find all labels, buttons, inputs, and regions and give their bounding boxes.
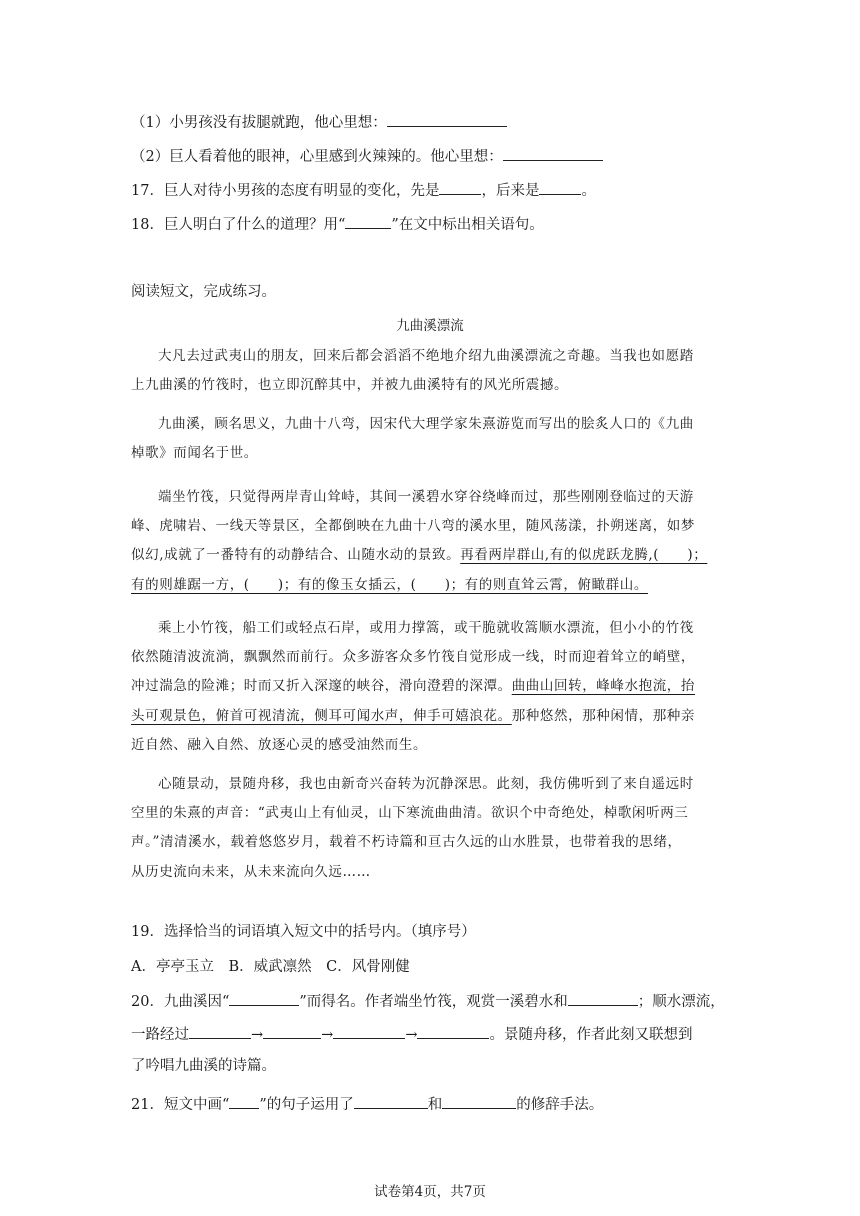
paragraph-3 bbox=[131, 483, 735, 600]
paragraph-line bbox=[131, 541, 735, 570]
answer-blank[interactable] bbox=[263, 1024, 321, 1039]
question-text: 21．短文中画“ bbox=[131, 1097, 230, 1113]
paragraph-line: 棹歌》而闻名于世。 bbox=[131, 445, 258, 462]
question-text: 。景随舟移，作者此刻又联想到 bbox=[489, 1027, 693, 1043]
paragraph-line: 空里的朱熹的声音：“武夷山上有仙灵，山下寒流曲曲清。欲识个中奇绝处，棹歌闲听两三 bbox=[131, 805, 689, 822]
question-20-line-1 bbox=[131, 991, 743, 1012]
question-text: 18．巨人明白了什么的道理？用“ bbox=[131, 217, 346, 233]
paragraph-line: 近自然、融入自然、放逐心灵的感受油然而生。 bbox=[131, 736, 428, 753]
question-text: 20．九曲溪因“ bbox=[131, 994, 230, 1010]
text-segment: 那种悠然，那种闲情，那种亲 bbox=[511, 707, 696, 724]
answer-blank[interactable] bbox=[229, 991, 299, 1006]
question-text: ”而得名。作者端坐竹筏，观赏一溪碧水和 bbox=[299, 994, 568, 1010]
paragraph-5 bbox=[131, 770, 735, 887]
paragraph-line: 乘上小竹筏，船工们或轻点石岸，或用力撑篙，或干脆就收篙顺水漂流，但小小的竹筏 bbox=[158, 620, 694, 636]
paragraph-line bbox=[131, 702, 735, 731]
article-title: 九曲溪漂流 bbox=[396, 318, 464, 334]
question-text: 的修辞手法。 bbox=[516, 1097, 604, 1113]
question-20-line-3: 了吟唱九曲溪的诗篇。 bbox=[131, 1058, 276, 1074]
answer-blank[interactable] bbox=[539, 180, 581, 195]
underlined-sentence: 再看两岸群山,有的似虎跃龙腾,( )； bbox=[460, 547, 708, 564]
paragraph-line: 九曲溪，顾名思义，九曲十八弯，因宋代大理学家朱熹游览而写出的脍炙人口的《九曲 bbox=[158, 416, 694, 432]
paragraph-line: 端坐竹筏，只觉得两岸青山耸峙，其间一溪碧水穿谷绕峰而过，那些刚刚登临过的天游 bbox=[158, 489, 694, 505]
paragraph-line: 峰、虎啸岩、一线天等景区，全都倒映在九曲十八弯的溪水里，随风荡漾，扑朔迷离，如梦 bbox=[131, 518, 695, 535]
question-17 bbox=[131, 180, 743, 201]
paragraph-line bbox=[131, 672, 735, 701]
underlined-sentence: 头可观景色，俯首可视清流，侧耳可闻水声，伸手可嬉浪花。 bbox=[131, 707, 512, 724]
underlined-sentence: 曲曲山回转，峰峰水抱流，抬 bbox=[511, 678, 696, 695]
answer-blank[interactable] bbox=[442, 1094, 516, 1109]
text-segment: 似幻,成就了一番特有的动静结合、山随水动的景致。 bbox=[131, 547, 461, 564]
question-18 bbox=[131, 214, 743, 235]
underlined-sentence: 有的则雄踞一方，( )；有的像玉女插云，( )；有的则直耸云霄，俯瞰群山。 bbox=[131, 576, 648, 593]
question-text: ；顺水漂流， bbox=[637, 994, 725, 1010]
answer-blank[interactable] bbox=[333, 1024, 405, 1039]
answer-blank[interactable] bbox=[417, 1024, 489, 1039]
arrow: → bbox=[405, 1027, 418, 1043]
paragraph-line: 心随景动，景随舟移，我也由新奇兴奋转为沉静深思。此刻，我仿佛听到了来自遥远时 bbox=[158, 776, 694, 792]
question-text: ，后来是 bbox=[481, 183, 540, 199]
question-text: ”的句子运用了 bbox=[259, 1097, 354, 1113]
text-segment: 冲过湍急的险滩；时而又折入深邃的峡谷，滑向澄碧的深潭。 bbox=[131, 678, 512, 695]
answer-blank[interactable] bbox=[387, 112, 507, 127]
question-text: 17．巨人对待小男孩的态度有明显的变化，先是 bbox=[131, 183, 440, 199]
paragraph-line: 大凡去过武夷山的朋友，回来后都会滔滔不绝地介绍九曲溪漂流之奇趣。当我也如愿踏 bbox=[158, 348, 694, 364]
question-16-1 bbox=[131, 112, 743, 133]
answer-blank bbox=[229, 1094, 259, 1109]
answer-blank bbox=[345, 214, 391, 229]
question-text: 和 bbox=[427, 1097, 443, 1113]
paragraph-2 bbox=[131, 410, 735, 468]
paragraph-line: 依然随清波流淌，飘飘然而前行。众多游客众多竹筏自觉形成一线，时而迎着耸立的峭壁， bbox=[131, 649, 695, 666]
question-21 bbox=[131, 1094, 743, 1115]
question-20-line-2 bbox=[131, 1024, 743, 1045]
answer-blank[interactable] bbox=[503, 146, 603, 161]
paragraph-line: 上九曲溪的竹筏时，也立即沉醉其中，并被九曲溪特有的风光所震撼。 bbox=[131, 377, 569, 394]
answer-blank[interactable] bbox=[568, 991, 638, 1006]
question-text: （2）巨人看着他的眼神，心里感到火辣辣的。他心里想： bbox=[131, 149, 503, 165]
answer-blank[interactable] bbox=[354, 1094, 428, 1109]
paragraph-1 bbox=[131, 342, 735, 400]
question-text: ”在文中标出相关语句。 bbox=[391, 217, 544, 233]
answer-blank[interactable] bbox=[439, 180, 481, 195]
question-16-2 bbox=[131, 146, 743, 167]
paragraph-4 bbox=[131, 614, 735, 760]
question-19: 19．选择恰当的词语填入短文中的括号内。（填序号） bbox=[131, 924, 476, 940]
section-intro: 阅读短文，完成练习。 bbox=[131, 284, 276, 300]
page-footer: 试卷第4页，共7页 bbox=[374, 1184, 486, 1200]
question-text: （1）小男孩没有拔腿就跑，他心里想： bbox=[131, 115, 387, 131]
paragraph-line: 从历史流向未来，从未来流向久远…… bbox=[131, 863, 371, 880]
question-text: 。 bbox=[581, 183, 596, 199]
paragraph-line: 声。”清清溪水，载着悠悠岁月，载着不朽诗篇和亘古久远的山水胜景，也带着我的思绪， bbox=[131, 834, 682, 851]
answer-blank[interactable] bbox=[189, 1024, 251, 1039]
arrow: → bbox=[321, 1027, 334, 1043]
question-text: 一路经过 bbox=[131, 1027, 189, 1043]
question-19-options: A．亭亭玉立 B．威武凛然 C．风骨刚健 bbox=[131, 959, 410, 975]
arrow: → bbox=[251, 1027, 264, 1043]
